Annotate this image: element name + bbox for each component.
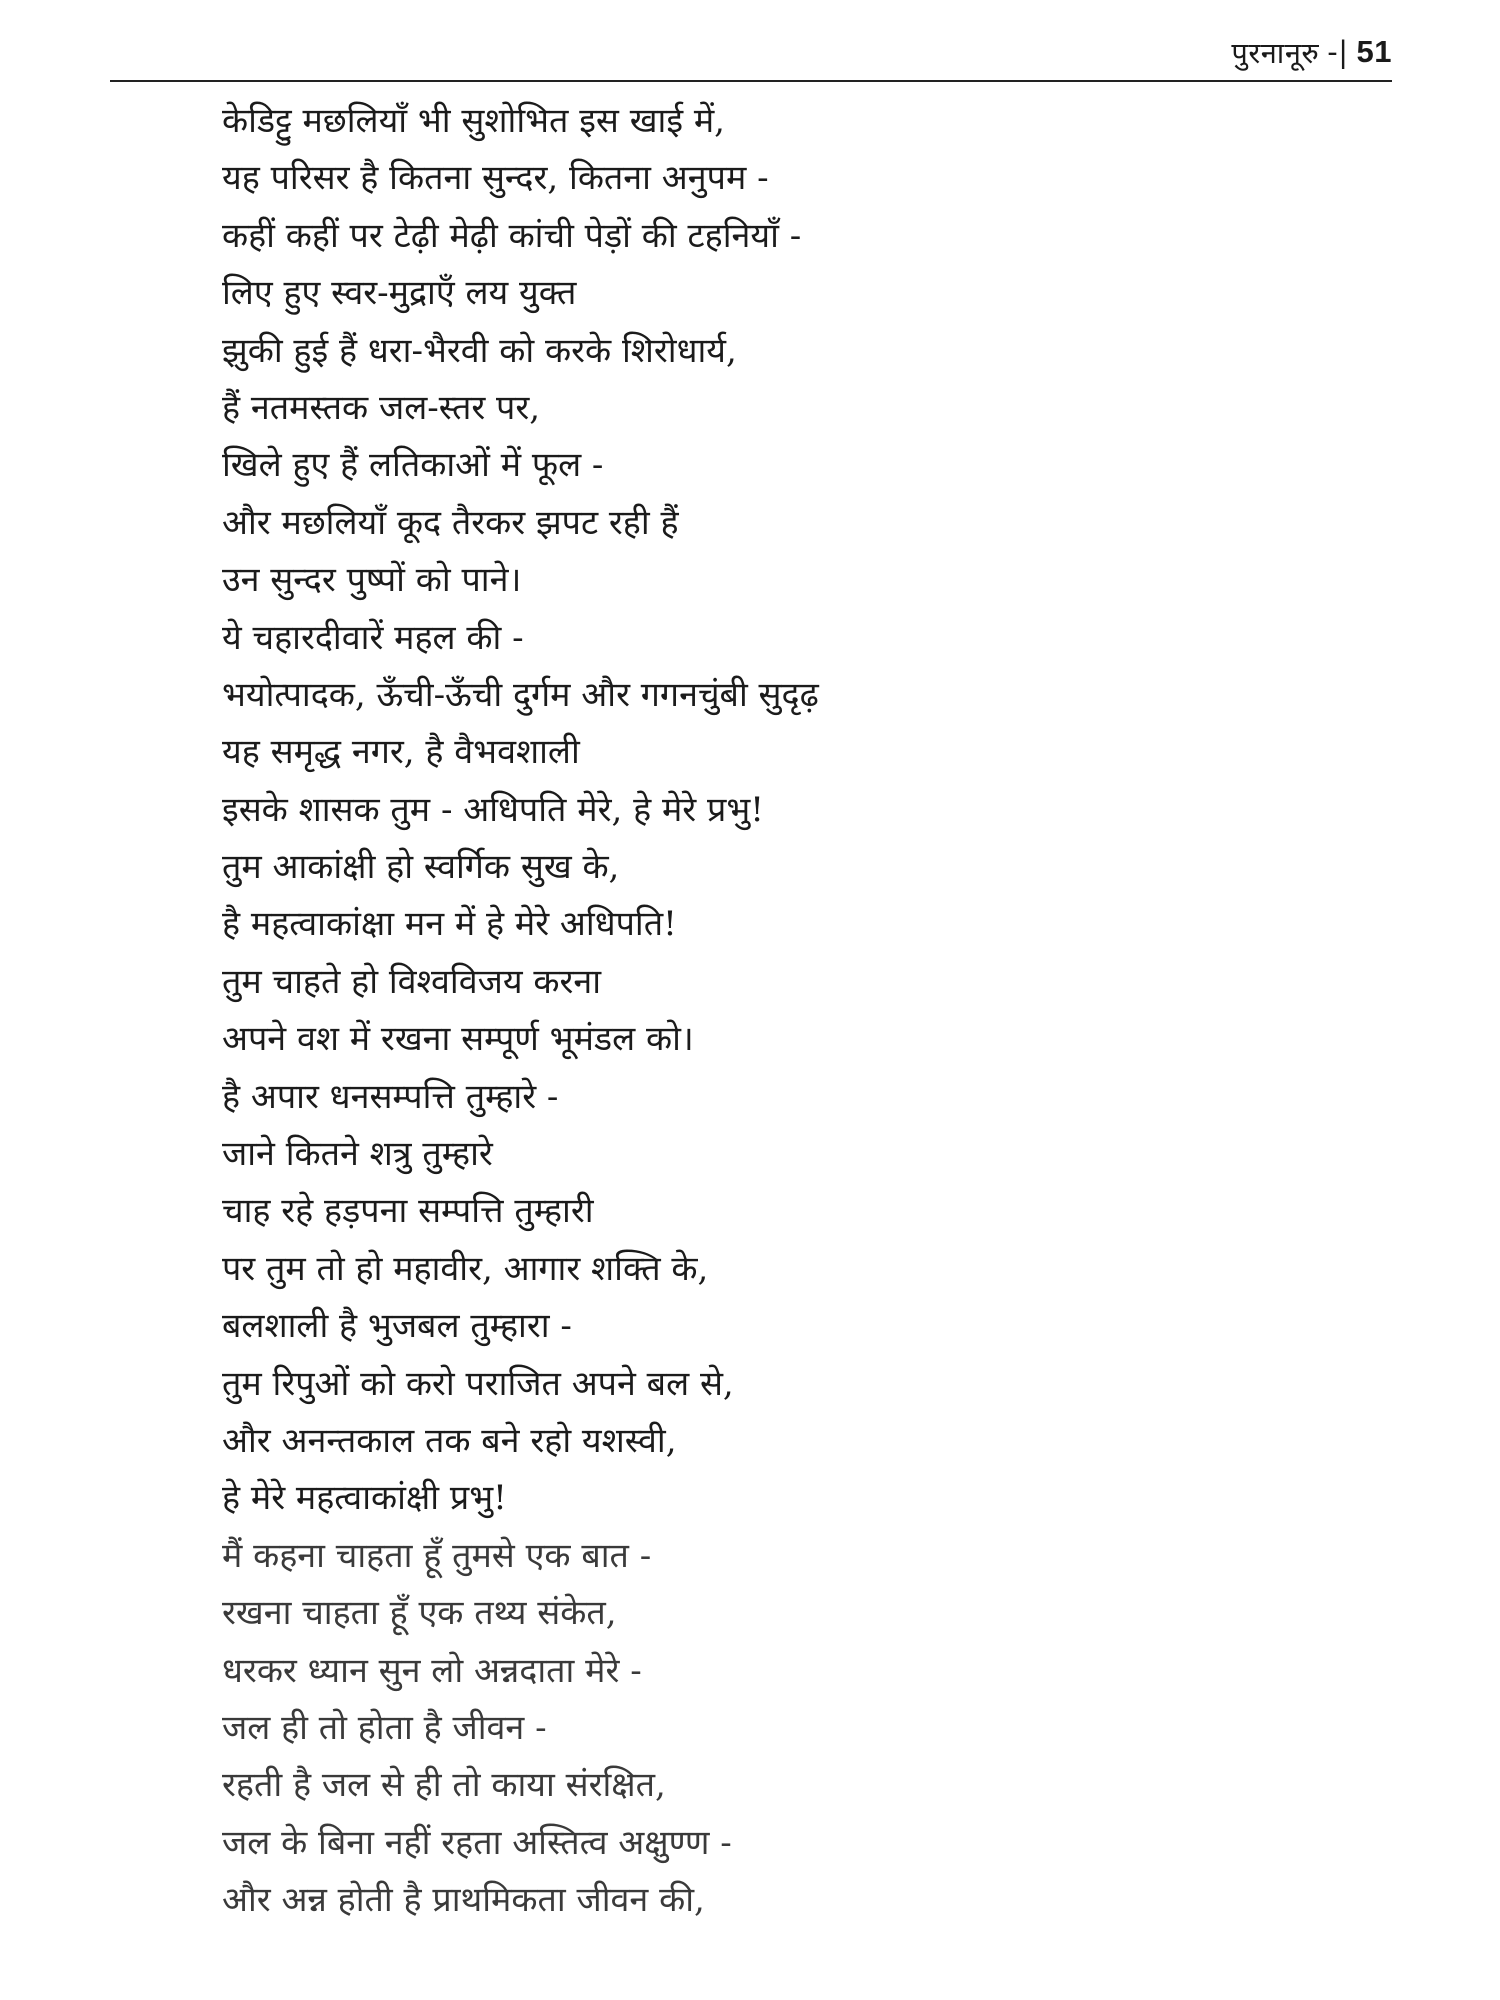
poem-line: धरकर ध्यान सुन लो अन्नदाता मेरे -	[222, 1650, 642, 1691]
poem-line: है अपार धनसम्पत्ति तुम्हारे -	[222, 1076, 559, 1117]
poem-line: पर तुम तो हो महावीर, आगार शक्ति के,	[222, 1248, 709, 1289]
poem-line: जल के बिना नहीं रहता अस्तित्व अक्षुण्ण -	[222, 1822, 732, 1863]
poem-line: खिले हुए हैं लतिकाओं में फूल -	[222, 445, 604, 486]
book-title: पुरनानूरु	[1231, 35, 1320, 70]
poem-line: मैं कहना चाहता हूँ तुमसे एक बात -	[222, 1535, 652, 1576]
poem-line: यह परिसर है कितना सुन्दर, कितना अनुपम -	[222, 158, 769, 199]
poem-line: यह समृद्ध नगर, है वैभवशाली	[222, 732, 580, 773]
poem-line: है महत्वाकांक्षा मन में हे मेरे अधिपति!	[222, 904, 677, 945]
poem-line: चाह रहे हड़पना सम्पत्ति तुम्हारी	[222, 1191, 594, 1232]
poem-line: अपने वश में रखना सम्पूर्ण भूमंडल को।	[222, 1019, 694, 1060]
poem-line: हे मेरे महत्वाकांक्षी प्रभु!	[222, 1478, 507, 1519]
poem-line: रहती है जल से ही तो काया संरक्षित,	[222, 1765, 666, 1806]
poem-line: इसके शासक तुम - अधिपति मेरे, हे मेरे प्रभु!	[222, 789, 764, 830]
poem-line: और मछलियाँ कूद तैरकर झपट रही हैं	[222, 502, 679, 543]
poem-line: उन सुन्दर पुष्पों को पाने।	[222, 560, 522, 601]
poem-line: झुकी हुई हैं धरा-भैरवी को करके शिरोधार्य,	[222, 330, 737, 371]
header-rule	[110, 80, 1392, 82]
poem-line: और अनन्तकाल तक बने रहो यशस्वी,	[222, 1420, 677, 1461]
running-header	[1231, 30, 1392, 74]
poem-line: लिए हुए स्वर-मुद्राएँ लय युक्त	[222, 273, 577, 314]
poem-line: ये चहारदीवारें महल की -	[222, 617, 524, 658]
poem-line: जाने कितने शत्रु तुम्हारे	[222, 1134, 493, 1175]
poem-line: कहीं कहीं पर टेढ़ी मेढ़ी कांची पेड़ों की टहनियाँ -	[222, 215, 802, 256]
poem-line: रखना चाहता हूँ एक तथ्य संकेत,	[222, 1593, 617, 1634]
poem-line: और अन्न होती है प्राथमिकता जीवन की,	[222, 1880, 705, 1921]
poem-line: भयोत्पादक, ऊँची-ऊँची दुर्गम और गगनचुंबी सुदृढ़	[222, 674, 819, 715]
page-number: 51	[1356, 34, 1392, 69]
poem-line: तुम आकांक्षी हो स्वर्गिक सुख के,	[222, 847, 620, 888]
poem-line: हैं नतमस्तक जल-स्तर पर,	[222, 387, 541, 428]
poem-line: बलशाली है भुजबल तुम्हारा -	[222, 1306, 572, 1347]
poem-line: जल ही तो होता है जीवन -	[222, 1707, 547, 1748]
poem-line: तुम चाहते हो विश्वविजय करना	[222, 961, 602, 1002]
poem-line: केडिट्टु मछलियाँ भी सुशोभित इस खाई में,	[222, 101, 725, 141]
poem-text	[222, 93, 1382, 1930]
header-separator: -|	[1327, 35, 1349, 69]
poem-line: तुम रिपुओं को करो पराजित अपने बल से,	[222, 1363, 734, 1404]
